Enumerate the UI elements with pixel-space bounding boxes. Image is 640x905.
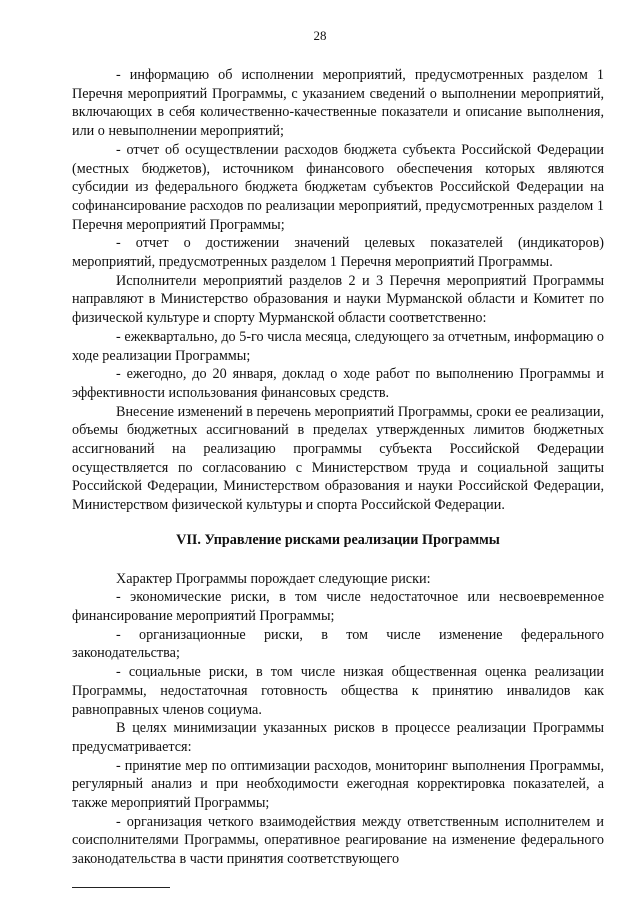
- page-body: [72, 66, 604, 869]
- paragraph: - информацию об исполнении мероприятий, предусмотренных разделом 1 Перечня мероприятий Программы, с указанием сведений о выполнении мероприятий, включающих в себя количественно-качественные показатели и описание выполнения, или о невыполнении мероприятий;: [72, 67, 604, 140]
- paragraph: - отчет о достижении значений целевых показателей (индикаторов) мероприятий, предусмотренных разделом 1 Перечня мероприятий Программы.: [72, 235, 604, 271]
- paragraph: - ежегодно, до 20 января, доклад о ходе работ по выполнению Программы и эффективности использования финансовых средств.: [72, 366, 604, 401]
- paragraph: Исполнители мероприятий разделов 2 и 3 Перечня мероприятий Программы направляют в Министерство образования и науки Мурманской области и Комитет по физической культуре и спорту Мурманской области соответственно:: [72, 272, 604, 327]
- paragraph: - принятие мер по оптимизации расходов, мониторинг выполнения Программы, регулярный анализ и при необходимости ежегодная корректировка показателей, а также мероприятий Программы;: [72, 757, 604, 812]
- paragraph: - отчет об осуществлении расходов бюджета субъекта Российской Федерации (местных бюджетов), источником финансового обеспечения которых являются субсидии из федерального бюджета бюджетам субъектов Российской Федерации на софинансирование расходов по реализации мероприятий, предусмотренных разделом 1 Перечня мероприятий Программы;: [72, 141, 604, 233]
- page-number: 28: [313, 28, 327, 43]
- paragraph: - социальные риски, в том числе низкая общественная оценка реализации Программы, недостаточная готовность общества к принятию инвалидов как равноправных членов социума.: [72, 664, 604, 718]
- paragraph: - организационные риски, в том числе изменение федерального законодательства;: [72, 626, 604, 662]
- paragraph: - организация четкого взаимодействия между ответственным исполнителем и соисполнителями Программы, оперативное реагирование на изменение федерального законодательства в части принятия соответствующего: [72, 813, 604, 868]
- paragraph: Внесение изменений в перечень мероприятий Программы, сроки ее реализации, объемы бюджетных ассигнований в пределах утвержденных лимитов бюджетных ассигнований на реализацию программы субъекта Российской Федерации осуществляется по согласованию с Министерством труда и социальной защиты Российской Федерации, Министерством образования и науки Российской Федерации, Министерством физической культуры и спорта Российской Федерации.: [72, 403, 604, 514]
- paragraph: Характер Программы порождает следующие риски:: [116, 570, 431, 587]
- paragraph: - экономические риски, в том числе недостаточное или несвоевременное финансирование мероприятий Программы;: [72, 589, 604, 624]
- paragraph: В целях минимизации указанных рисков в процессе реализации Программы предусматривается:: [72, 720, 604, 755]
- section-heading: VII. Управление рисками реализации Программы: [176, 531, 500, 548]
- paragraph: - ежеквартально, до 5-го числа месяца, следующего за отчетным, информацию о ходе реализации Программы;: [72, 328, 604, 364]
- footnote-separator: [72, 887, 170, 888]
